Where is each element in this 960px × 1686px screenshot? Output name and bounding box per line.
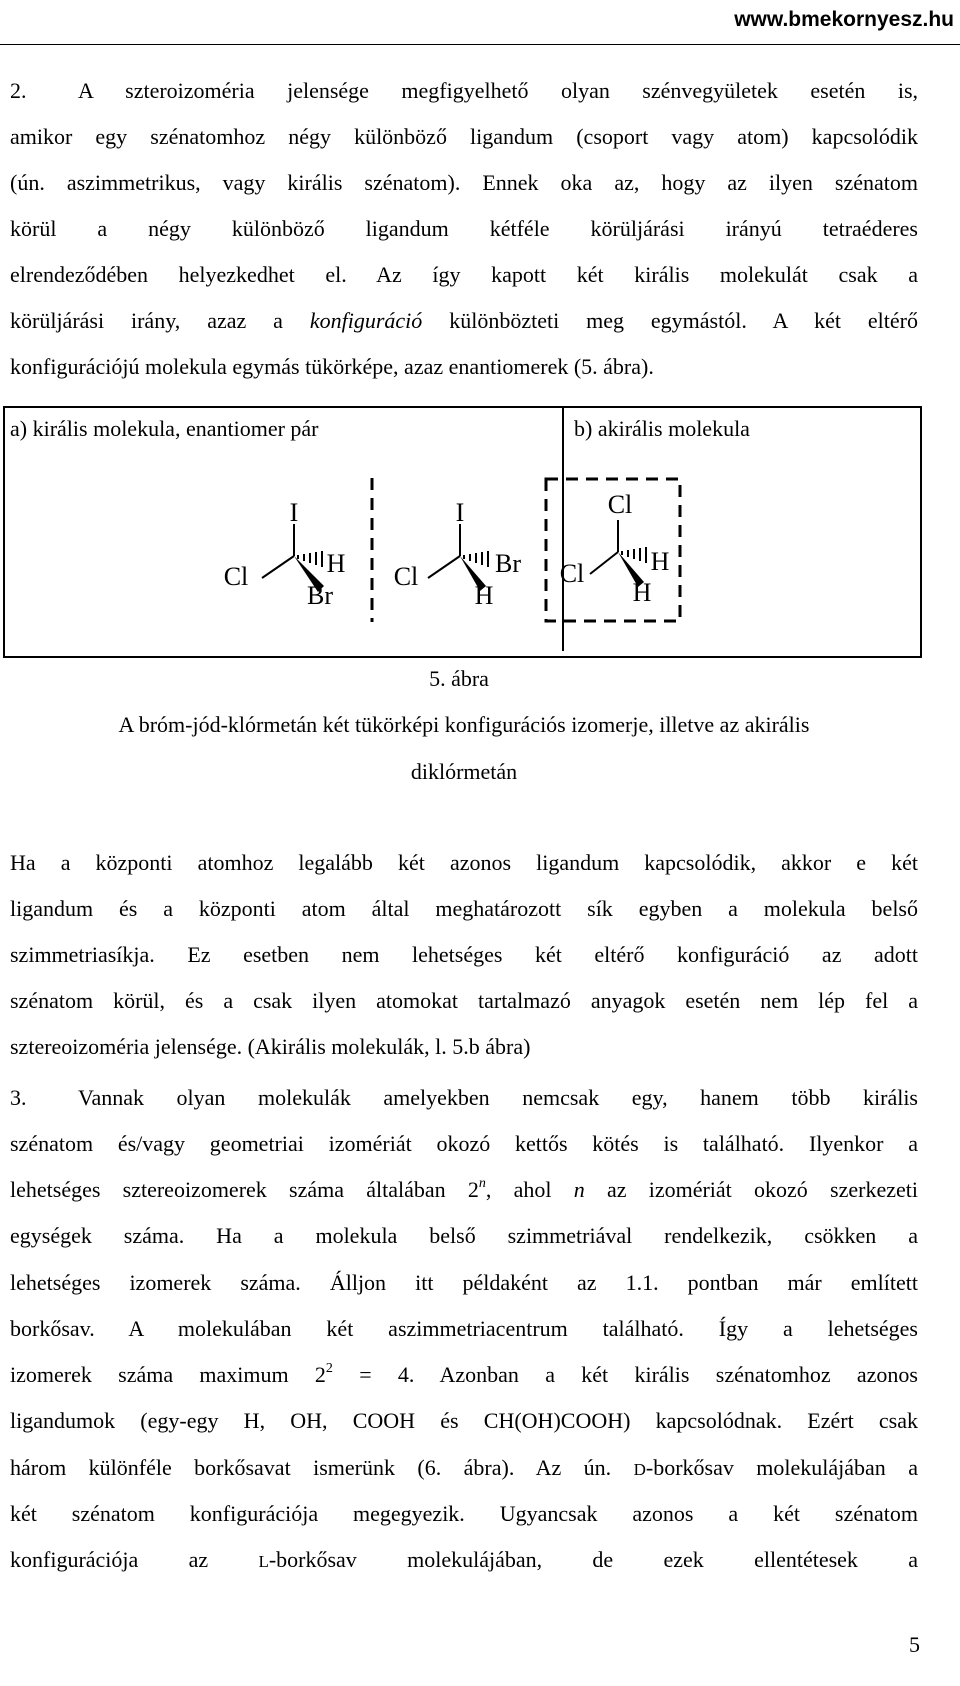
exponent-n: n xyxy=(478,1176,486,1191)
achiral-line-2: ligandum és a központi atom által meghatározott sík egyben a molekula belső xyxy=(10,896,918,921)
section3-line-2: szénatom és/vagy geometriai izomériát okozó kettős kötés is található. Ilyenkor a xyxy=(10,1131,918,1156)
section3-number: 3. xyxy=(10,1085,27,1110)
section2-line-4: körül a négy különböző ligandum kétféle körüljárási irányú tetraéderes xyxy=(10,216,918,241)
molecule-1 xyxy=(224,498,346,610)
hash-bond xyxy=(622,547,646,563)
atom-top: I xyxy=(455,498,465,527)
achiral-line-5: sztereoizoméria jelensége. (Akirális molekulák, l. 5.b ábra) xyxy=(10,1034,531,1059)
achiral-line-3: szimmetriasíkja. Ez esetben nem lehetséges két eltérő konfiguráció az adott xyxy=(10,942,918,967)
section2-line-6: körüljárási irány, azaz a konfiguráció különbözteti meg egymástól. A két eltérő xyxy=(10,308,919,333)
figure-caption-line-2: diklórmetán xyxy=(410,759,518,784)
bond-left xyxy=(428,556,460,578)
section2-line-5: elrendeződében helyezkedhet el. Az így kapott két királis molekulát csak a xyxy=(10,262,918,287)
prefix-l: L xyxy=(258,1552,269,1571)
site-url: www.bmekornyesz.hu xyxy=(734,8,954,31)
section2-line-2: amikor egy szénatomhoz négy különböző ligandum (csoport vagy atom) kapcsolódik xyxy=(10,124,918,149)
atom-bottom: Br xyxy=(307,581,333,610)
exponent-2: 2 xyxy=(325,1361,333,1376)
atom-right: Br xyxy=(495,549,521,578)
figure-label-b: b) akirális molekula xyxy=(574,416,750,441)
section3-line-11: konfigurációja az L-borkősav molekulájában, de ezek ellentétesek a xyxy=(10,1547,919,1572)
figure-number: 5. ábra xyxy=(429,666,489,691)
section2-number: 2. xyxy=(10,78,27,103)
section2-line-3: (ún. aszimmetrikus, vagy királis szénatom). Ennek oka az, hogy az ilyen szénatom xyxy=(10,170,918,195)
section3-line-9: három különféle borkősavat ismerünk (6. ábra). Az ún. D-borkősav molekulájában a xyxy=(10,1455,918,1480)
atom-bottom: H xyxy=(474,581,494,610)
atom-bottom: H xyxy=(632,578,652,607)
bond-left xyxy=(262,556,294,578)
prefix-d: D xyxy=(633,1460,646,1479)
section2-line-7: konfigurációjú molekula egymás tükörképe, azaz enantiomerek (5. ábra). xyxy=(10,354,654,379)
achiral-line-1: Ha a központi atomhoz legalább két azonos ligandum kapcsolódik, akkor e két xyxy=(10,850,918,875)
atom-left: Cl xyxy=(223,562,249,591)
figure-structures xyxy=(0,0,960,700)
atom-top: Cl xyxy=(607,490,633,519)
section3-line-6: borkősav. A molekulában két aszimmetriacentrum található. Így a lehetséges xyxy=(10,1316,918,1341)
section3-line-3: lehetséges sztereoizomerek száma általában 2$^n$, ahol n az izomériát okozó szerkezeti xyxy=(10,1176,918,1202)
atom-right: H xyxy=(326,549,346,578)
atom-right: H xyxy=(650,547,670,576)
section3-line-4: egységek száma. Ha a molekula belső szimmetriával rendelkezik, csökken a xyxy=(10,1223,918,1248)
section3-line-10: két szénatom konfigurációja megegyezik. Ugyancsak azonos a két szénatom xyxy=(10,1501,918,1526)
bond-left xyxy=(590,552,618,574)
section3-line-8: ligandumok (egy-egy H, OH, COOH és CH(OH)COOH) kapcsolódnak. Ezért csak xyxy=(10,1408,918,1433)
term-konfiguracio: konfiguráció xyxy=(309,308,423,333)
figure-caption-line-1: A bróm-jód-klórmetán két tükörképi konfigurációs izomerje, illetve az akirális xyxy=(118,712,810,737)
page-number: 5 xyxy=(909,1632,920,1657)
section3-line-7: izomerek száma maximum $2^2 = 4$. Azonban a két királis szénatomhoz azonos xyxy=(10,1361,918,1387)
figure-label-a: a) királis molekula, enantiomer pár xyxy=(10,416,319,441)
atom-left: Cl xyxy=(393,562,419,591)
molecule-3 xyxy=(560,490,670,607)
hash-bond xyxy=(464,551,488,567)
achiral-line-4: szénatom körül, és a csak ilyen atomokat tartalmazó anyagok esetén nem lép fel a xyxy=(10,988,918,1013)
section3-line-1: 3. Vannak olyan molekulák amelyekben nemcsak egy, hanem több királis xyxy=(10,1085,918,1110)
molecule-2 xyxy=(394,498,522,610)
section2-line-1: 2. A szteroizoméria jelensége megfigyelhető olyan szénvegyületek esetén is, xyxy=(10,78,918,103)
section3-line-5: lehetséges izomerek száma. Álljon itt példaként az 1.1. pontban már említett xyxy=(10,1270,918,1295)
atom-left: Cl xyxy=(559,559,585,588)
atom-top: I xyxy=(289,498,299,527)
variable-n: n xyxy=(573,1177,585,1202)
